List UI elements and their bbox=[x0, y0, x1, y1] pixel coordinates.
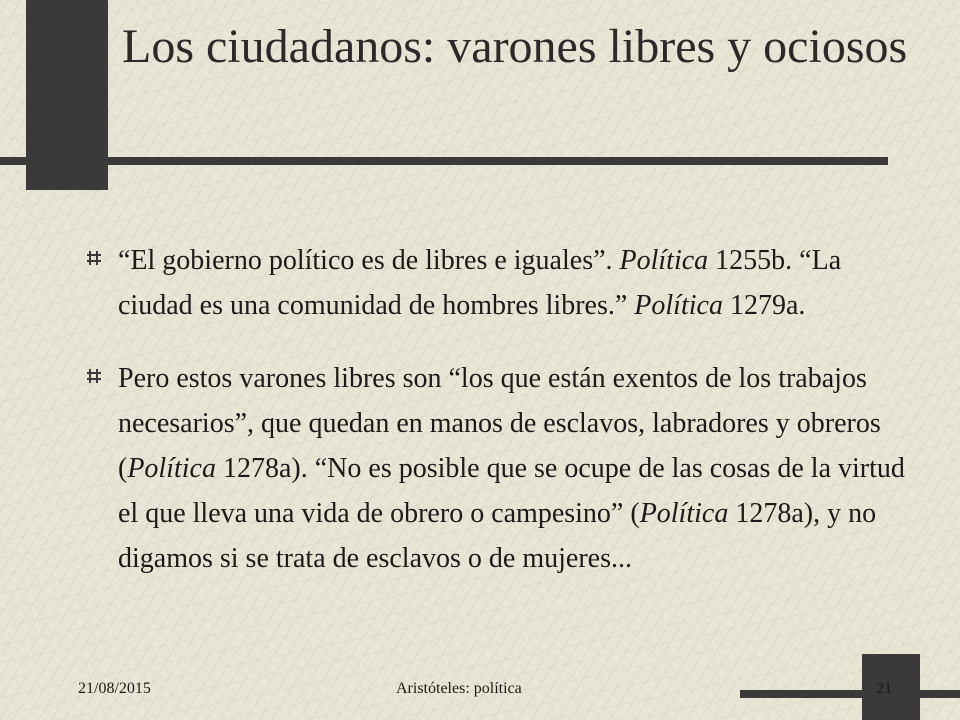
footer-title: Aristóteles: política bbox=[396, 680, 522, 697]
footer-date: 21/08/2015 bbox=[78, 680, 151, 697]
slide-title: Los ciudadanos: varones libres y ociosos bbox=[122, 20, 908, 73]
bullet-item bbox=[86, 238, 906, 328]
bullet-segment: 1278a), y no digamos si se trata de esclavos o de mujeres... bbox=[118, 498, 877, 574]
bullet-segment: 1278a). “No es posible que se ocupe de las cosas de la virtud el que lleva una vida de obrero o campesino” ( bbox=[118, 453, 905, 529]
bullet-segment: 1279a. bbox=[722, 290, 806, 321]
bullet-segment-italic: Política bbox=[639, 498, 729, 529]
decorative-title-rule bbox=[0, 157, 888, 165]
bullet-item bbox=[86, 356, 906, 581]
bullet-segment-italic: Política bbox=[634, 290, 723, 321]
bullet-text bbox=[118, 238, 906, 328]
slide-content bbox=[86, 210, 906, 609]
bullet-segment: Pero estos varones libres son “los que están exentos de los trabajos necesarios”, que quedan en manos de esclavos, labradores y obreros ( bbox=[118, 363, 881, 484]
page-number: 21 bbox=[876, 680, 892, 697]
bullet-segment: “El gobierno político es de libres e iguales”. bbox=[118, 245, 620, 276]
bullet-segment-italic: Política bbox=[127, 453, 216, 484]
bullet-segment-italic: Política bbox=[619, 245, 709, 276]
hash-bullet-icon bbox=[86, 250, 102, 266]
hash-bullet-icon bbox=[86, 368, 102, 384]
bullet-segment: 1255b. “La ciudad es una comunidad de hombres libres.” bbox=[118, 245, 842, 321]
decorative-footer-rule bbox=[740, 690, 960, 698]
bullet-text bbox=[118, 356, 906, 581]
